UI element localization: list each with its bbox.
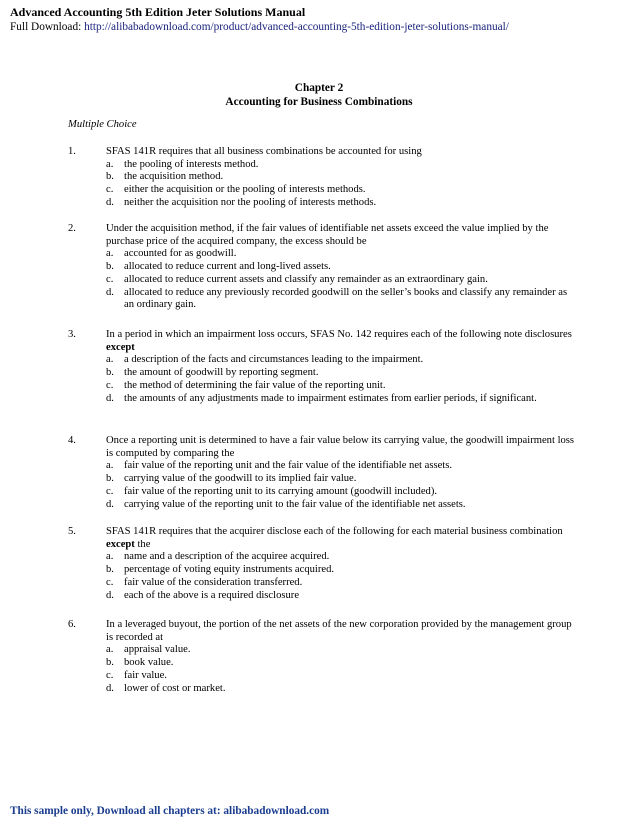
option-b — [106, 367, 576, 380]
question-stem — [106, 526, 576, 551]
option-b — [106, 473, 576, 486]
option-text: a description of the facts and circumstances leading to the impairment. — [124, 354, 424, 366]
option-letter: c. — [106, 669, 114, 681]
chapter-title: Accounting for Business Combinations — [225, 96, 413, 108]
option-letter: b. — [106, 657, 114, 669]
option-text: carrying value of the goodwill to its implied fair value. — [124, 473, 357, 485]
option-b — [106, 261, 576, 274]
option-d — [106, 499, 576, 512]
option-text: the acquisition method. — [124, 171, 224, 183]
option-letter: a. — [106, 248, 114, 260]
question-number: 1. — [68, 146, 76, 157]
option-a — [106, 644, 576, 657]
option-b — [106, 171, 576, 184]
download-line — [10, 20, 509, 35]
option-d — [106, 683, 576, 696]
question-stem: Under the acquisition method, if the fair values of identifiable net assets exceed the value implied by the purchase price of the acquired company, the excess should be — [106, 223, 549, 247]
question-number: 4. — [68, 435, 76, 446]
question-number: 6. — [68, 619, 76, 630]
option-text: appraisal value. — [124, 644, 191, 656]
option-letter: c. — [106, 576, 114, 588]
option-a — [106, 354, 576, 367]
option-a — [106, 460, 576, 473]
option-letter: a. — [106, 158, 114, 170]
option-text: accounted for as goodwill. — [124, 248, 237, 260]
download-link[interactable]: http://alibabadownload.com/product/advanced-accounting-5th-edition-jeter-solutions-manual/ — [84, 21, 509, 33]
option-b — [106, 564, 576, 577]
option-letter: a. — [106, 644, 114, 656]
option-text: each of the above is a required disclosure — [124, 589, 300, 601]
option-letter: a. — [106, 354, 114, 366]
option-text: fair value of the consideration transferred. — [124, 576, 303, 588]
option-letter: d. — [106, 196, 114, 208]
question-number: 5. — [68, 526, 76, 537]
option-a — [106, 551, 576, 564]
stem-emphasis: except — [106, 341, 135, 353]
option-a — [106, 248, 576, 261]
option-c — [106, 184, 576, 197]
option-c — [106, 577, 576, 590]
stem-emphasis: except — [106, 538, 135, 550]
option-letter: b. — [106, 473, 114, 485]
stem-text: SFAS 141R requires that the acquirer disclose each of the following for each material business combination — [106, 526, 563, 537]
option-text: book value. — [124, 657, 174, 669]
option-d — [106, 590, 576, 603]
option-text: the amounts of any adjustments made to impairment estimates from earlier periods, if significant. — [124, 392, 537, 404]
option-letter: b. — [106, 367, 114, 379]
question-number: 3. — [68, 329, 76, 340]
option-c — [106, 274, 576, 287]
option-text: lower of cost or market. — [124, 682, 226, 694]
option-letter: d. — [106, 589, 114, 601]
option-text: neither the acquisition nor the pooling of interests methods. — [124, 196, 377, 208]
option-text: allocated to reduce current and long-lived assets. — [124, 261, 331, 273]
option-text: allocated to reduce current assets and classify any remainder as an extraordinary gain. — [124, 273, 488, 285]
option-text: the amount of goodwill by reporting segment. — [124, 367, 319, 379]
option-c — [106, 670, 576, 683]
question-number: 2. — [68, 223, 76, 234]
option-letter: a. — [106, 460, 114, 472]
download-prefix: Full Download: — [10, 21, 85, 33]
option-text: name and a description of the acquiree acquired. — [124, 551, 330, 563]
option-text: allocated to reduce any previously recorded goodwill on the seller’s books and classify any remainder as an ordinary gain. — [124, 286, 568, 311]
option-letter: d. — [106, 392, 114, 404]
option-letter: d. — [106, 498, 114, 510]
option-text: fair value of the reporting unit and the fair value of the identifiable net assets. — [124, 460, 452, 472]
option-letter: d. — [106, 682, 114, 694]
option-letter: c. — [106, 184, 114, 196]
footer-download-note[interactable]: This sample only, Download all chapters at: alibabadownload.com — [10, 805, 330, 817]
option-text: the pooling of interests method. — [124, 158, 259, 170]
option-letter: b. — [106, 171, 114, 183]
question-stem: SFAS 141R requires that all business combinations be accounted for using — [106, 146, 422, 157]
option-a — [106, 159, 576, 172]
option-letter: b. — [106, 261, 114, 273]
option-text: fair value. — [124, 669, 167, 681]
question-stem: Once a reporting unit is determined to have a fair value below its carrying value, the goodwill impairment loss is computed by comparing the — [106, 435, 575, 459]
option-text: percentage of voting equity instruments acquired. — [124, 564, 335, 576]
question-stem: In a leveraged buyout, the portion of the net assets of the new corporation provided by the management group is recorded at — [106, 619, 572, 643]
option-text: either the acquisition or the pooling of interests methods. — [124, 184, 366, 196]
question-stem — [106, 329, 576, 354]
option-text: the method of determining the fair value of the reporting unit. — [124, 379, 386, 391]
document-title: Advanced Accounting 5th Edition Jeter Solutions Manual — [10, 5, 306, 19]
option-d — [106, 287, 576, 312]
option-c — [106, 380, 576, 393]
option-d — [106, 197, 576, 210]
option-letter: b. — [106, 564, 114, 576]
stem-tail: the — [134, 538, 151, 550]
stem-text: In a period in which an impairment loss occurs, SFAS No. 142 requires each of the following note disclosures — [106, 329, 572, 340]
option-letter: c. — [106, 273, 114, 285]
option-text: fair value of the reporting unit to its carrying amount (goodwill included). — [124, 485, 438, 497]
option-text: carrying value of the reporting unit to the fair value of the identifiable net assets. — [124, 498, 466, 510]
option-letter: a. — [106, 551, 114, 563]
option-letter: c. — [106, 485, 114, 497]
option-letter: c. — [106, 379, 114, 391]
option-c — [106, 486, 576, 499]
option-letter: d. — [106, 286, 114, 298]
section-label: Multiple Choice — [68, 119, 137, 130]
option-d — [106, 393, 576, 406]
option-b — [106, 657, 576, 670]
chapter-number: Chapter 2 — [294, 82, 344, 94]
